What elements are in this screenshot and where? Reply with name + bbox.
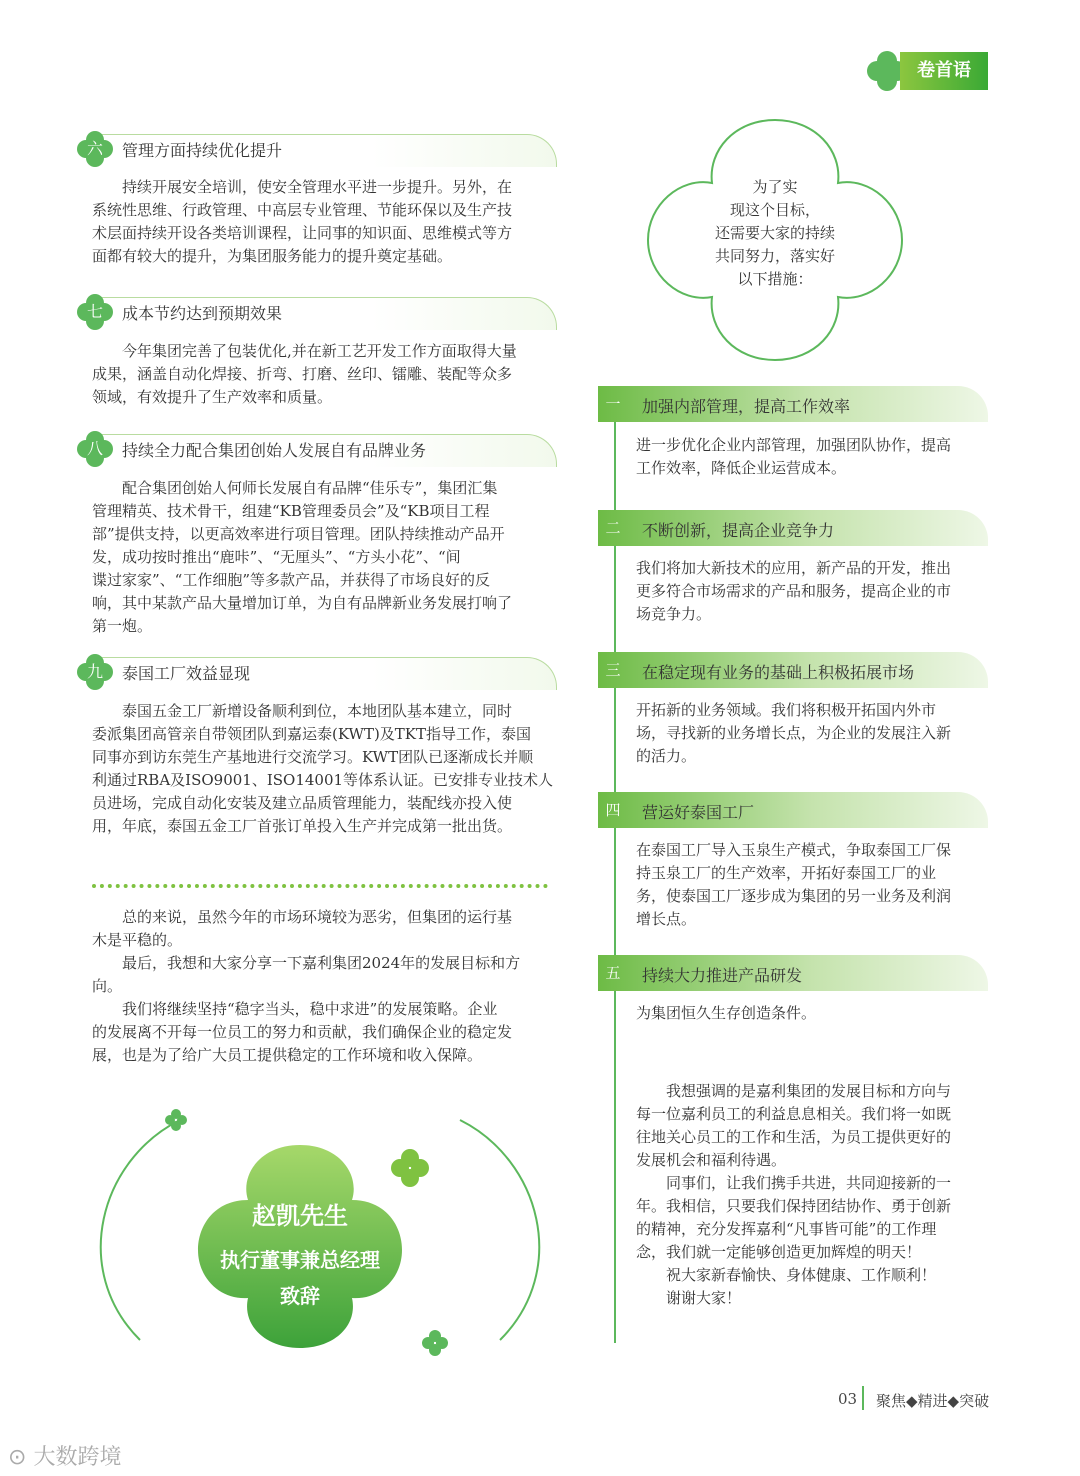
text-line: 利通过RBA及ISO9001、ISO14001等体系认证。已安排专业技术人: [92, 771, 554, 789]
text-line: 委派集团高管亲自带领团队到嘉运泰(KWT)及TKT指导工作，泰国: [92, 725, 532, 743]
text-line: 往地关心员工的工作和生活，为员工提供更好的: [636, 1128, 952, 1146]
text-line: 术层面持续开设各类培训课程，让同事的知识面、思维模式等方: [92, 224, 513, 242]
text-line: 用，年底，泰国五金工厂首张订单投入生产并完成第一批出货。: [92, 817, 513, 835]
timeline-line: [614, 420, 616, 1343]
text-line: 木是平稳的。: [92, 931, 183, 949]
measure-body: [636, 699, 988, 768]
text-line: 部”提供支持，以更高效率进行项目管理。团队持续推动产品开: [92, 525, 505, 543]
summary-text: [92, 906, 552, 1067]
text-line: 我们将加大新技术的应用，新产品的开发，推出: [636, 559, 952, 577]
footer-divider: [862, 1386, 864, 1410]
clover-quote-text: [680, 176, 870, 291]
measure-title: 不断创新，提高企业竞争力: [642, 521, 835, 540]
section-heading: [76, 430, 556, 470]
text-line: 持玉泉工厂的生产效率，开拓好泰国工厂的业: [636, 864, 937, 882]
text-line: 响，其中某款产品大量增加订单，为自有品牌新业务发展打响了: [92, 594, 513, 612]
text-line: 更多符合市场需求的产品和服务，提高企业的市: [636, 582, 952, 600]
text-line: 泰国五金工厂新增设备顺利到位，本地团队基本建立，同时: [122, 702, 513, 720]
section-heading: [76, 653, 556, 693]
text-line: 务，使泰国工厂逐步成为集团的另一业务及利润: [636, 887, 952, 905]
measure-heading: [598, 386, 988, 422]
section-tab: 卷首语: [900, 52, 988, 90]
measure-number: 四: [605, 801, 621, 819]
section-number: 九: [86, 662, 103, 681]
text-line: 的发展离不开每一位员工的努力和贡献，我们确保企业的稳定发: [92, 1023, 513, 1041]
text-line: 领域，有效提升了生产效率和质量。: [92, 388, 333, 406]
measure-body: [636, 1002, 988, 1025]
signature-name: 赵凯先生: [252, 1201, 348, 1230]
measure-heading: [598, 792, 988, 828]
text-line: 场，寻找新的业务增长点，为企业的发展注入新: [636, 724, 952, 742]
section-title: 持续全力配合集团创始人发展自有品牌业务: [122, 441, 427, 460]
text-line: 以下措施：: [737, 270, 813, 288]
text-line: 展，也是为了给广大员工提供稳定的工作环境和收入保障。: [92, 1046, 483, 1064]
footer-slogan: 聚焦◆精进◆突破: [876, 1392, 990, 1410]
measure-title: 在稳定现有业务的基础上积极拓展市场: [642, 663, 915, 682]
measure-title: 营运好泰国工厂: [642, 803, 755, 822]
section-number: 六: [86, 139, 103, 158]
text-line: 管理精英、技术骨干，组建“KB管理委员会”及“KB项目工程: [92, 502, 490, 520]
measure-heading: [598, 955, 988, 991]
text-line: 共同努力，落实好: [714, 247, 835, 265]
text-line: 为集团恒久生存创造条件。: [636, 1004, 817, 1022]
text-line: 成果，涵盖自动化焊接、折弯、打磨、丝印、镭雕、装配等众多: [92, 365, 513, 383]
text-line: 的活力。: [636, 747, 697, 765]
watermark: ⊙ 大数跨境: [8, 1445, 122, 1470]
text-line: 谍过家家”、“工作细胞”等多款产品，并获得了市场良好的反: [92, 571, 491, 589]
text-line: 场竞争力。: [636, 605, 712, 623]
text-line: 同事亦到访东莞生产基地进行交流学习。KWT团队已逐渐成长并顺: [92, 748, 534, 766]
section-body: [92, 340, 554, 409]
measure-number: 三: [605, 661, 621, 679]
text-line: 祝大家新春愉快、身体健康、工作顺利！: [666, 1266, 937, 1284]
section-heading: [76, 130, 556, 170]
measure-number: 五: [605, 964, 621, 982]
measure-title: 加强内部管理，提高工作效率: [642, 397, 851, 416]
closing-text: [636, 1080, 988, 1310]
text-line: 配合集团创始人何师长发展自有品牌“佳乐专”，集团汇集: [122, 479, 498, 497]
text-line: 第一炮。: [92, 617, 153, 635]
section-title: 泰国工厂效益显现: [122, 664, 251, 683]
text-line: 每一位嘉利员工的利益息息相关。我们将一如既: [636, 1105, 952, 1123]
text-line: 系统性思维、行政管理、中高层专业管理、节能环保以及生产技: [92, 201, 513, 219]
text-line: 还需要大家的持续: [714, 224, 835, 242]
text-line: 谢谢大家！: [666, 1289, 742, 1307]
text-line: 面都有较大的提升，为集团服务能力的提升奠定基础。: [92, 247, 453, 265]
measure-body: [636, 557, 988, 626]
text-line: 同事们，让我们携手共进，共同迎接新的一: [666, 1174, 952, 1192]
section-heading: [76, 293, 556, 333]
text-line: 现这个目标，: [729, 201, 820, 219]
watermark-logo-icon: ⊙: [8, 1445, 27, 1470]
text-line: 总的来说，虽然今年的市场环境较为恶劣，但集团的运行基: [122, 908, 513, 926]
text-line: 今年集团完善了包装优化,并在新工艺开发工作方面取得大量: [122, 342, 517, 360]
text-line: 发展机会和福利待遇。: [636, 1151, 787, 1169]
text-line: 开拓新的业务领域。我们将积极开拓国内外市: [636, 701, 937, 719]
section-title: 成本节约达到预期效果: [122, 304, 283, 323]
text-line: 念，我们就一定能够创造更加辉煌的明天！: [636, 1243, 922, 1261]
section-number: 八: [86, 439, 103, 458]
text-line: 工作效率，降低企业运营成本。: [636, 459, 847, 477]
text-line: 最后，我想和大家分享一下嘉利集团2024年的发展目标和方: [122, 954, 521, 972]
text-line: 我想强调的是嘉利集团的发展目标和方向与: [666, 1082, 952, 1100]
text-line: 员进场，完成自动化安装及建立品质管理能力，装配线亦投入使: [92, 794, 513, 812]
signature-word: 致辞: [280, 1284, 320, 1308]
section-title: 管理方面持续优化提升: [122, 141, 283, 160]
measure-number: 一: [605, 395, 621, 413]
signature-role: 执行董事兼总经理: [220, 1248, 380, 1272]
measure-heading: [598, 510, 988, 546]
signature-decoration: [80, 1100, 560, 1370]
text-line: 我们将继续坚持“稳字当头，稳中求进”的发展策略。企业: [122, 1000, 498, 1018]
measure-title: 持续大力推进产品研发: [642, 966, 803, 985]
text-line: 向。: [92, 977, 123, 995]
text-line: 为了实: [752, 178, 798, 196]
page-number: 03: [838, 1390, 858, 1408]
text-line: 持续开展安全培训，使安全管理水平进一步提升。另外，在: [122, 178, 513, 196]
dotted-divider: [92, 884, 548, 888]
measure-heading: [598, 652, 988, 688]
section-body: [92, 477, 554, 638]
section-number: 七: [86, 302, 103, 321]
text-line: 在泰国工厂导入玉泉生产模式，争取泰国工厂保: [636, 841, 952, 859]
section-body: [92, 176, 554, 268]
text-line: 的精神，充分发挥嘉利“凡事皆可能”的工作理: [636, 1220, 937, 1238]
measure-body: [636, 839, 988, 931]
text-line: 发，成功按时推出“鹿咔”、“无厘头”、“方头小花”、“间: [92, 548, 461, 566]
section-body: [92, 700, 554, 838]
measure-body: [636, 434, 988, 480]
text-line: 增长点。: [636, 910, 697, 928]
text-line: 年。我相信，只要我们保持团结协作、勇于创新: [636, 1197, 952, 1215]
measure-number: 二: [605, 519, 621, 537]
text-line: 进一步优化企业内部管理，加强团队协作，提高: [636, 436, 952, 454]
